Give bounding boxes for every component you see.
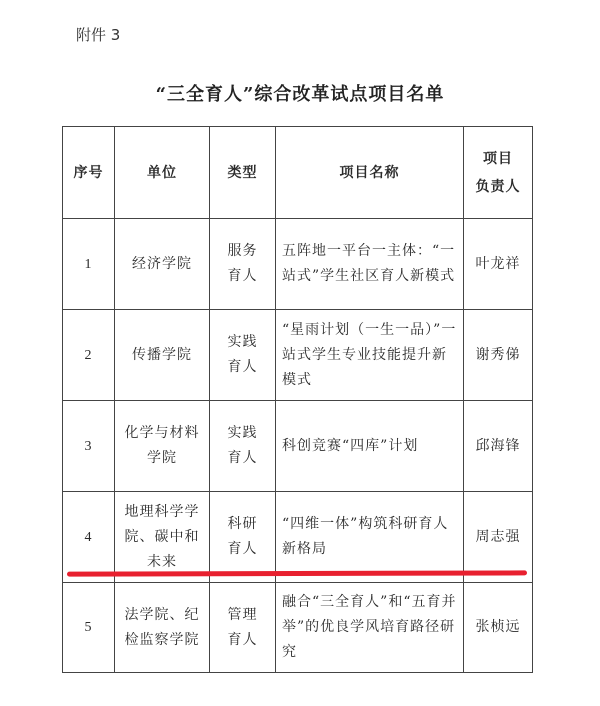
col-header-project: 项目名称 (276, 127, 464, 219)
row-no: 4 (63, 492, 115, 583)
attachment-label: 附件 3 (76, 26, 121, 44)
row-type: 实践 育人 (210, 401, 276, 492)
table-row (63, 401, 533, 492)
row-leader: 邱海锋 (464, 401, 533, 492)
project-table (62, 126, 533, 673)
row-unit: 传播学院 (115, 310, 210, 401)
row-project: “四维一体”构筑科研育人新格局 (276, 492, 464, 583)
row-type: 服务 育人 (210, 219, 276, 310)
row-no: 3 (63, 401, 115, 492)
row-unit: 地理科学学院、碳中和未来 (115, 492, 210, 583)
col-header-type: 类型 (210, 127, 276, 219)
table-header-row (63, 127, 533, 219)
col-header-no: 序号 (63, 127, 115, 219)
row-no: 1 (63, 219, 115, 310)
row-project: 科创竞赛“四库”计划 (276, 401, 464, 492)
row-leader: 谢秀俤 (464, 310, 533, 401)
row-leader: 周志强 (464, 492, 533, 583)
table-row (63, 219, 533, 310)
row-no: 2 (63, 310, 115, 401)
table-row (63, 492, 533, 583)
col-header-unit: 单位 (115, 127, 210, 219)
row-leader: 叶龙祥 (464, 219, 533, 310)
row-type: 实践 育人 (210, 310, 276, 401)
row-type: 管理 育人 (210, 583, 276, 673)
row-unit: 化学与材料学院 (115, 401, 210, 492)
table-row (63, 310, 533, 401)
row-unit: 法学院、纪检监察学院 (115, 583, 210, 673)
table-row (63, 583, 533, 673)
row-no: 5 (63, 583, 115, 673)
row-project: 五阵地一平台一主体：“一站式”学生社区育人新模式 (276, 219, 464, 310)
row-unit: 经济学院 (115, 219, 210, 310)
row-project: “星雨计划（一生一品）”一站式学生专业技能提升新模式 (276, 310, 464, 401)
row-project: 融合“三全育人”和“五育并举”的优良学风培育路径研究 (276, 583, 464, 673)
row-type: 科研 育人 (210, 492, 276, 583)
document-title: “三全育人”综合改革试点项目名单 (155, 84, 445, 105)
col-header-leader: 项目 负责人 (464, 127, 533, 219)
row-leader: 张桢远 (464, 583, 533, 673)
